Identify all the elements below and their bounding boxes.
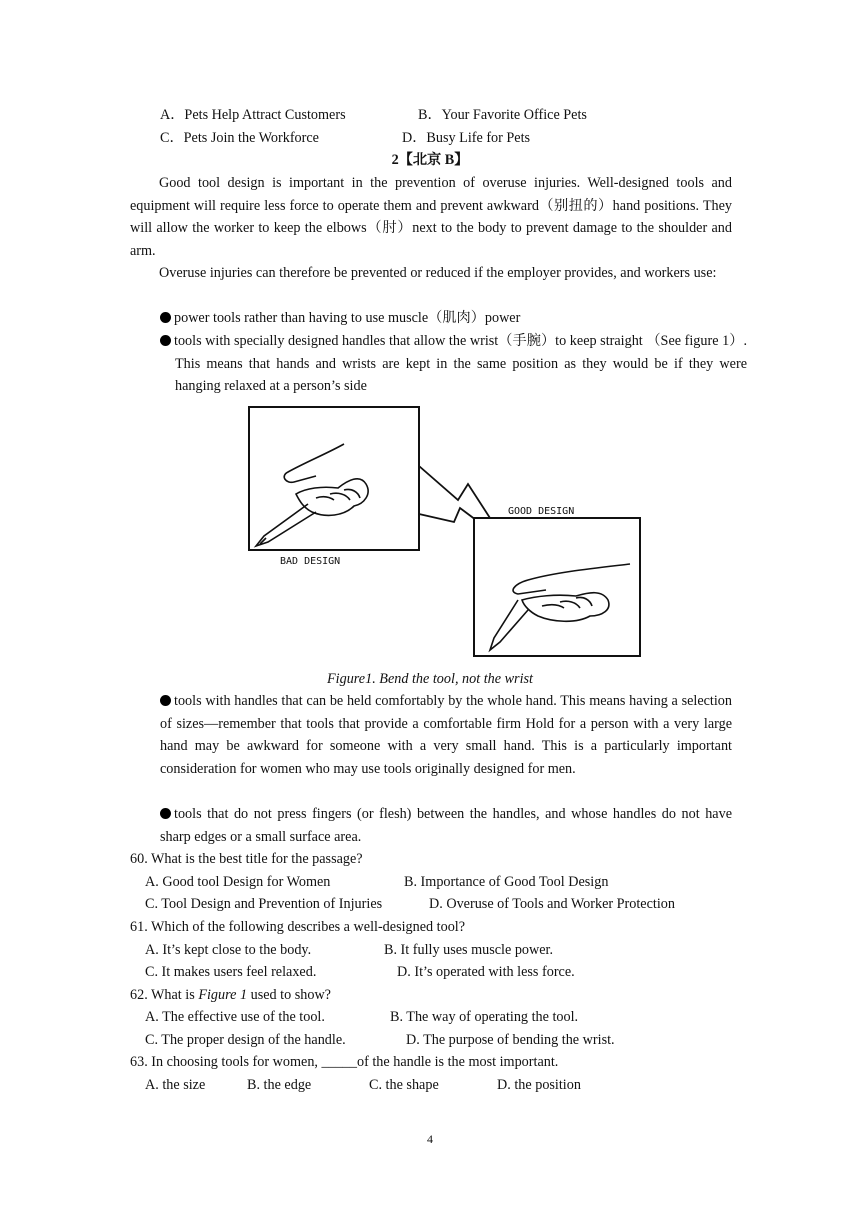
bullet-2 [160, 330, 747, 398]
figure-caption: Figure1. Bend the tool, not the wrist [327, 671, 533, 687]
figure-illustration [246, 404, 646, 660]
bullet-dot-icon [160, 335, 171, 346]
good-design-panel [474, 518, 640, 656]
question-60-option-c: C. Tool Design and Prevention of Injuries [145, 896, 383, 912]
bullet-4-text: tools that do not press fingers (or flesh) between the handles, and whose handles do not have sharp edges or a small surface area. [160, 806, 732, 845]
question-63-option-c: C. the shape [369, 1077, 439, 1093]
prev-option-a: A．Pets Help Attract Customers [160, 107, 346, 123]
bad-design-label: BAD DESIGN [280, 556, 341, 567]
bullet-3-text: tools with handles that can be held comfortably by the whole hand. This means having a selection of sizes—remember that tools that provide a comfortable firm Hold for a person with a very large hand may be awkward for someone with a very small hand. This is a particularly important consideration for women who may use tools originally designed for men. [160, 693, 732, 777]
bullet-dot-icon [160, 808, 171, 819]
question-61-stem: 61. Which of the following describes a well-designed tool? [130, 919, 466, 935]
prev-option-b: B．Your Favorite Office Pets [418, 107, 587, 123]
bullet-1 [160, 307, 747, 330]
prev-option-c: C．Pets Join the Workforce [160, 130, 319, 146]
question-62-option-a: A. The effective use of the tool. [145, 1009, 325, 1025]
bullet-3 [160, 690, 732, 780]
bullet-1-text: power tools rather than having to use muscle（肌肉）power [174, 310, 521, 326]
question-63-option-a: A. the size [145, 1077, 206, 1093]
arrow-icon [419, 466, 490, 520]
question-62-option-c: C. The proper design of the handle. [145, 1032, 346, 1048]
paragraph-1: Good tool design is important in the prevention of overuse injuries. Well-designed tools and equipment will require less force to operate them and prevent awkward（别扭的）hand positions. They will allow the worker to keep the elbows（肘）next to the body to prevent damage to the shoulder and arm. [130, 175, 732, 259]
question-62-stem: 62. What is Figure 1 used to show? [130, 987, 331, 1003]
question-60-option-a: A. Good tool Design for Women [145, 874, 331, 890]
bullet-4 [160, 803, 732, 848]
question-63-stem: 63. In choosing tools for women, _____of the handle is the most important. [130, 1054, 559, 1070]
question-61-option-d: D. It’s operated with less force. [397, 964, 575, 980]
bullet-2-text: tools with specially designed handles that allow the wrist（手腕）to keep straight （See figure 1）. This means that hands and wrists are kept in the same position as they would be if they were hanging relaxed at a person’s side [174, 333, 747, 395]
paragraph-2: Overuse injuries can therefore be prevented or reduced if the employer provides, and workers use: [159, 265, 717, 281]
question-63-option-b: B. the edge [247, 1077, 312, 1093]
bullet-dot-icon [160, 695, 171, 706]
figure-1 [246, 404, 646, 660]
good-design-label: GOOD DESIGN [508, 506, 575, 517]
prev-option-d: D．Busy Life for Pets [402, 130, 531, 146]
bullet-dot-icon [160, 312, 171, 323]
section-heading: 2【北京 B】 [391, 152, 469, 168]
question-61-option-b: B. It fully uses muscle power. [384, 942, 554, 958]
question-60-stem: 60. What is the best title for the passage? [130, 851, 363, 867]
question-61-option-c: C. It makes users feel relaxed. [145, 964, 317, 980]
question-60-option-d: D. Overuse of Tools and Worker Protection [429, 896, 675, 912]
question-63-option-d: D. the position [497, 1077, 581, 1093]
question-60-option-b: B. Importance of Good Tool Design [404, 874, 609, 890]
page-number: 4 [427, 1132, 433, 1146]
question-61-option-a: A. It’s kept close to the body. [145, 942, 312, 958]
question-62-option-b: B. The way of operating the tool. [390, 1009, 579, 1025]
question-62-option-d: D. The purpose of bending the wrist. [406, 1032, 615, 1048]
